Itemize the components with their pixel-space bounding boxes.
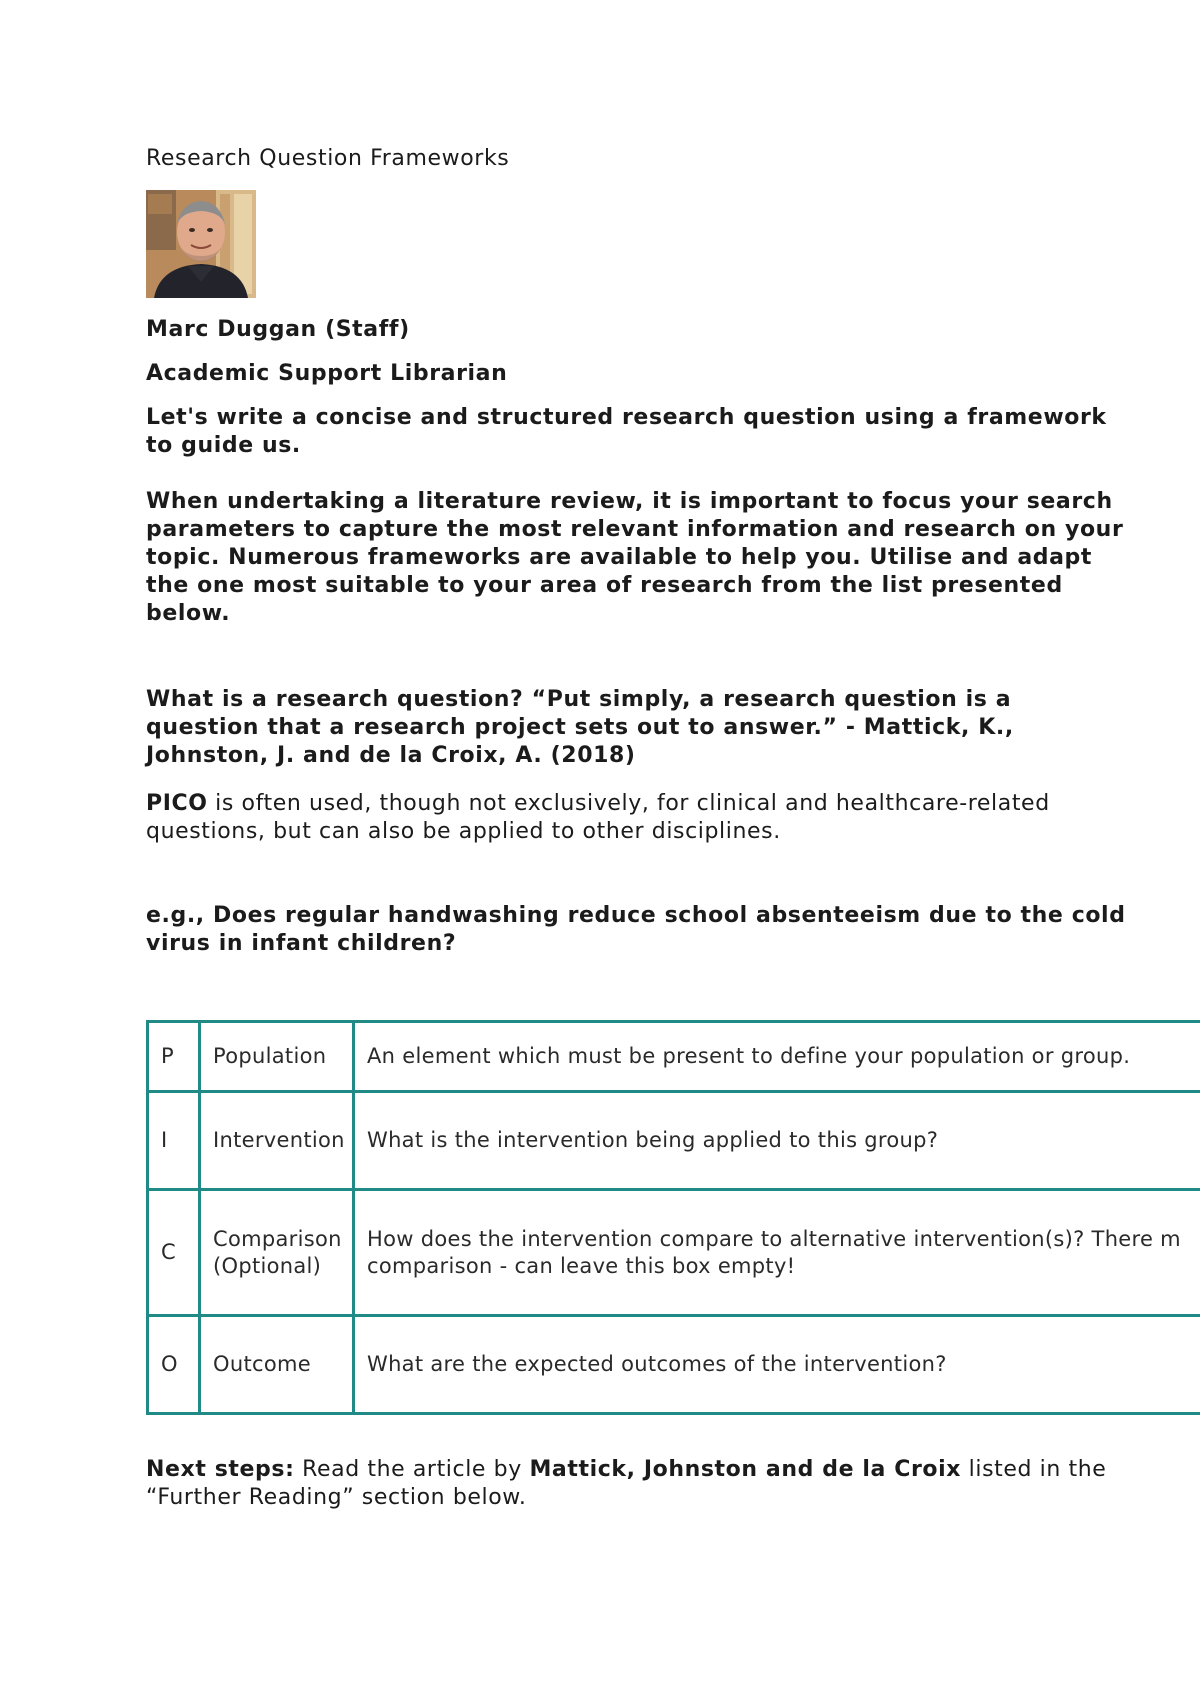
pico-description-cell <box>354 1316 1200 1414</box>
body-paragraph: When undertaking a literature review, it is important to focus your search parameters to capture the most relevant information and research on your topic. Numerous frameworks are available to help you. Utilise and adapt the one most suitable to your area of research from the list presented below. <box>146 489 1124 626</box>
description-line: What is the intervention being applied to this group? <box>367 1128 939 1152</box>
table-row <box>148 1316 1200 1414</box>
table-row <box>148 1092 1200 1190</box>
pico-term-cell: Intervention <box>200 1092 354 1190</box>
pico-letter-cell: I <box>148 1092 200 1190</box>
next-steps-text-2: listed in the “Further Reading” section below. <box>146 1457 1107 1510</box>
pico-letter-cell: O <box>148 1316 200 1414</box>
next-steps-label: Next steps: <box>146 1457 295 1482</box>
pico-term-cell: Outcome <box>200 1316 354 1414</box>
author-name: Marc Duggan (Staff) <box>146 317 410 342</box>
pico-term: PICO <box>146 791 208 816</box>
pico-note <box>146 790 1126 846</box>
description-line: An element which must be present to define your population or group. <box>367 1044 1131 1068</box>
document-title: Research Question Frameworks <box>146 146 510 171</box>
pico-note-text: is often used, though not exclusively, for clinical and healthcare-related questions, but can also be applied to other disciplines. <box>146 791 1050 844</box>
pico-table <box>146 1020 1200 1415</box>
research-question-definition: What is a research question? “Put simply, a research question is a question that a research project sets out to answer.” - Mattick, K., Johnston, J. and de la Croix, A. (2018) <box>146 687 1014 768</box>
pico-term-cell: Population <box>200 1022 354 1092</box>
example-question: e.g., Does regular handwashing reduce school absenteeism due to the cold virus in infant children? <box>146 903 1126 956</box>
table-row <box>148 1022 1200 1092</box>
pico-letter-cell: C <box>148 1190 200 1316</box>
next-steps-text-1: Read the article by <box>294 1457 530 1482</box>
next-steps-authors: Mattick, Johnston and de la Croix <box>529 1457 962 1482</box>
description-line: How does the intervention compare to alternative intervention(s)? There m <box>367 1226 1181 1251</box>
intro-text: Let's write a concise and structured research question using a framework to guide us. <box>146 405 1107 458</box>
pico-description-cell <box>354 1022 1200 1092</box>
table-row <box>148 1190 1200 1316</box>
pico-description-cell <box>354 1092 1200 1190</box>
author-photo <box>146 190 256 298</box>
pico-letter-cell: P <box>148 1022 200 1092</box>
pico-term-cell: Comparison (Optional) <box>200 1190 354 1316</box>
pico-description-cell <box>354 1190 1200 1316</box>
next-steps <box>146 1456 1126 1512</box>
author-role: Academic Support Librarian <box>146 361 508 386</box>
description-line: comparison - can leave this box empty! <box>367 1253 796 1278</box>
description-line: What are the expected outcomes of the intervention? <box>367 1352 947 1376</box>
